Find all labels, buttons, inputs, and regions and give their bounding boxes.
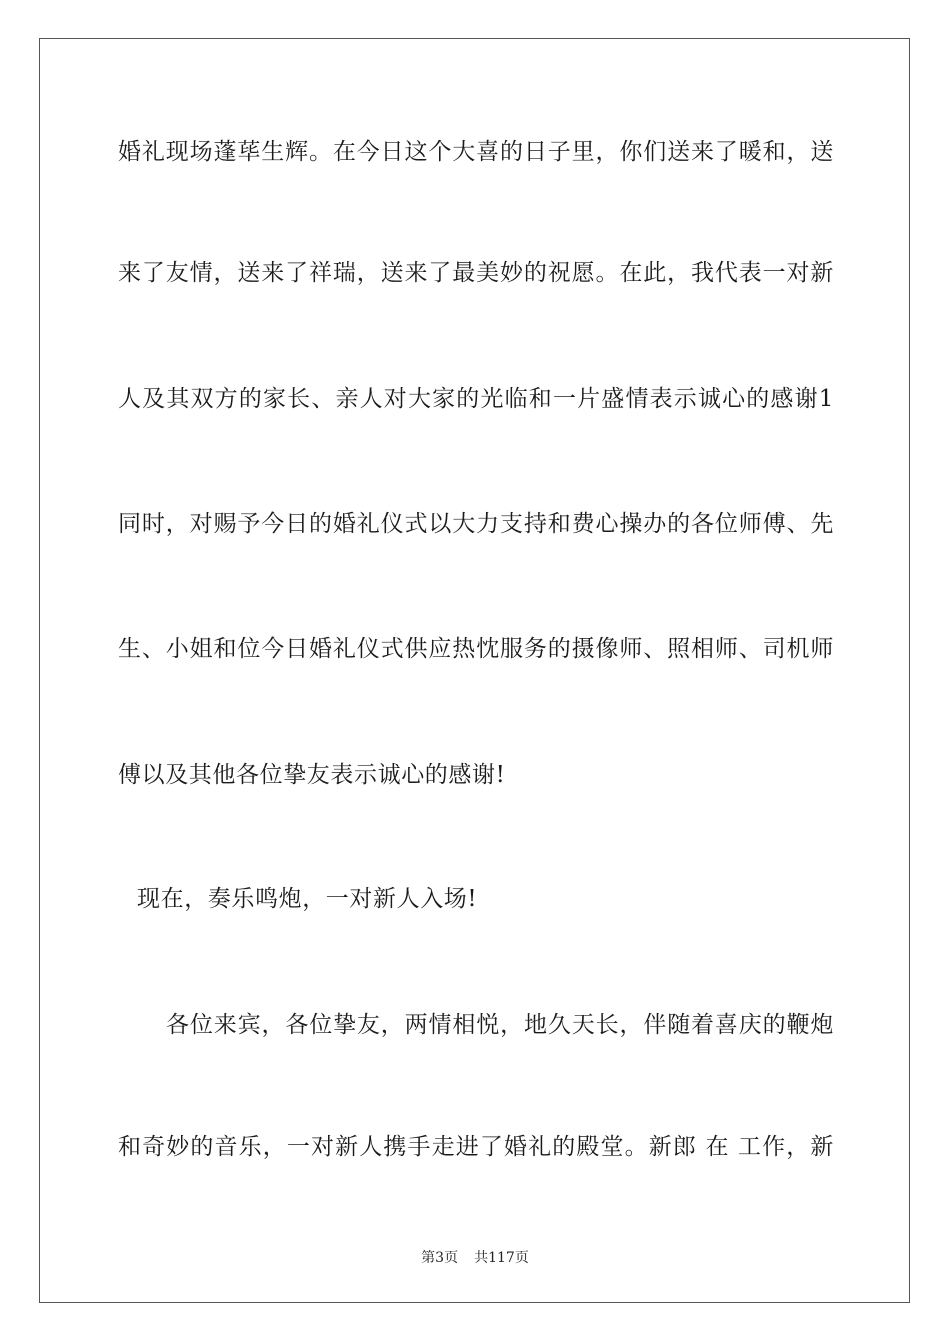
text-line-3: 人及其双方的家长、亲人对大家的光临和一片盛情表示诚心的感谢1 xyxy=(118,386,834,412)
text-line-5: 生、小姐和位今日婚礼仪式供应热忱服务的摄像师、照相师、司机师 xyxy=(118,636,834,662)
text-line-9: 和奇妙的音乐，一对新人携手走进了婚礼的殿堂。新郎 在 工作，新 xyxy=(118,1134,834,1160)
text-line-7: 现在，奏乐鸣炮，一对新人入场! xyxy=(137,886,478,912)
text-line-8: 各位来宾，各位挚友，两情相悦，地久天长，伴随着喜庆的鞭炮 xyxy=(166,1012,834,1038)
text-line-4: 同时，对赐予今日的婚礼仪式以大力支持和费心操办的各位师傅、先 xyxy=(118,511,834,537)
text-line-6: 傅以及其他各位挚友表示诚心的感谢! xyxy=(118,762,506,788)
page-border xyxy=(39,38,910,1303)
text-line-1: 婚礼现场蓬荜生辉。在今日这个大喜的日子里，你们送来了暖和，送 xyxy=(118,139,834,165)
text-line-2: 来了友情，送来了祥瑞，送来了最美妙的祝愿。在此，我代表一对新 xyxy=(118,260,834,286)
page-number: 第3页 xyxy=(421,1250,459,1266)
page-footer xyxy=(0,1248,950,1268)
page-total: 共117页 xyxy=(474,1250,529,1266)
